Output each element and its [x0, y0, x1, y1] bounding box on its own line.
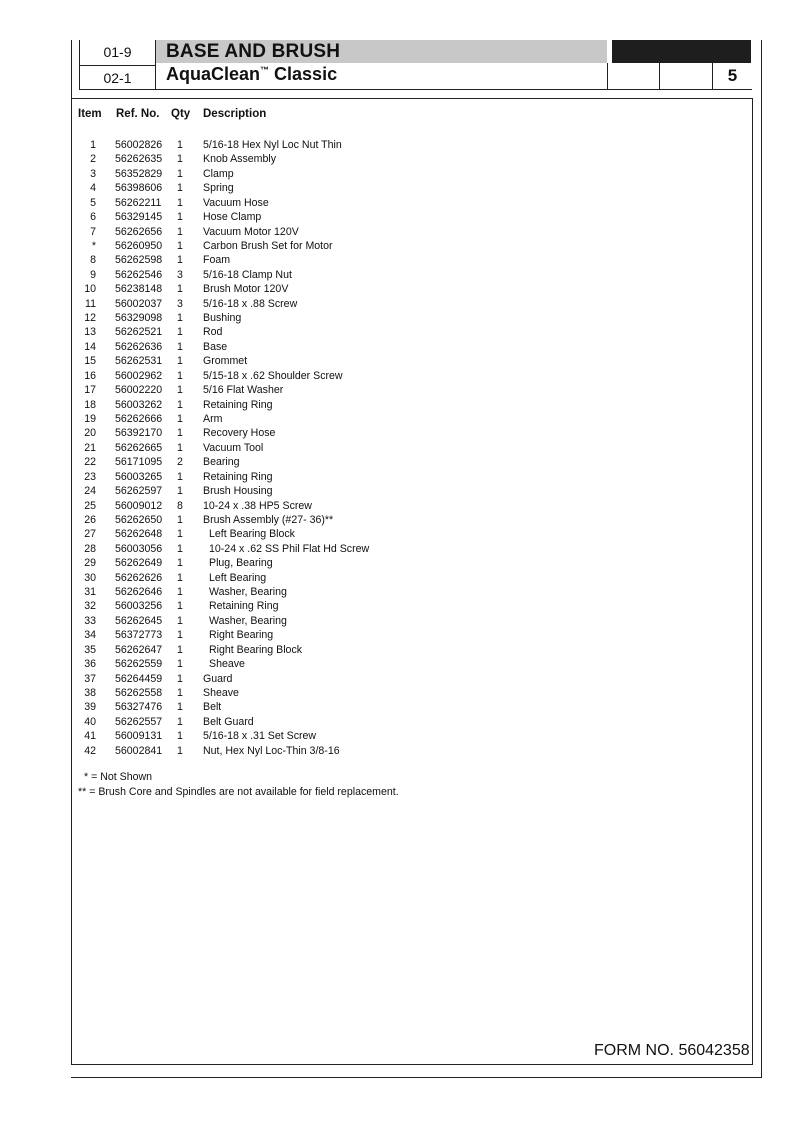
table-row	[0, 354, 793, 368]
row-qty: 1	[177, 182, 183, 195]
row-description: 5/16-18 x .88 Screw	[203, 297, 298, 310]
row-qty: 1	[177, 239, 183, 252]
col-header-ref: Ref. No.	[116, 108, 160, 120]
row-description: Retaining Ring	[209, 600, 279, 613]
table-row	[0, 657, 793, 671]
row-item: 11	[85, 297, 96, 310]
row-item: 14	[84, 340, 96, 353]
row-item: 19	[84, 412, 96, 425]
row-description: Brush Motor 120V	[203, 283, 289, 296]
row-qty: 1	[177, 355, 183, 368]
table-row	[0, 672, 793, 686]
row-ref-no: 56171095	[115, 456, 163, 469]
row-item: 21	[84, 441, 96, 454]
row-qty: 1	[177, 254, 183, 267]
row-description: 5/16-18 x .31 Set Screw	[203, 730, 317, 743]
row-description: Vacuum Hose	[203, 196, 269, 209]
row-description: 10-24 x .38 HP5 Screw	[203, 499, 312, 512]
row-ref-no: 56002037	[115, 297, 163, 310]
row-ref-no: 56262648	[115, 528, 163, 541]
row-qty: 1	[177, 528, 183, 541]
subtitle-suffix: Classic	[269, 64, 338, 84]
row-description: Sheave	[203, 686, 239, 699]
row-description: Brush Housing	[203, 485, 273, 498]
row-description: Foam	[203, 254, 231, 267]
row-item: 31	[84, 586, 96, 599]
frame-bottom-edge	[71, 1077, 762, 1078]
row-description: Rod	[203, 326, 223, 339]
row-item: 30	[84, 571, 96, 584]
row-item: 8	[90, 254, 96, 267]
row-description: Plug, Bearing	[209, 557, 273, 570]
row-description: Right Bearing Block	[209, 643, 303, 656]
row-description: Base	[203, 340, 228, 353]
table-row	[0, 181, 793, 195]
form-number: FORM NO. 56042358	[594, 1042, 750, 1059]
row-item: 12	[84, 312, 96, 325]
row-ref-no: 56262646	[115, 586, 163, 599]
row-item: 16	[84, 369, 96, 382]
row-item: 25	[84, 499, 96, 512]
row-ref-no: 56352829	[115, 167, 163, 180]
row-item: 38	[84, 686, 96, 699]
row-ref-no: 56262531	[115, 355, 163, 368]
row-ref-no: 56002841	[115, 744, 163, 757]
row-qty: 1	[177, 283, 183, 296]
row-ref-no: 56262635	[115, 153, 163, 166]
table-row	[0, 282, 793, 296]
row-qty: 1	[177, 384, 183, 397]
row-item: 22	[84, 456, 96, 469]
row-ref-no: 56002962	[115, 369, 163, 382]
row-qty: 1	[177, 326, 183, 339]
table-row	[0, 325, 793, 339]
table-row	[0, 268, 793, 282]
frame-left-tick	[71, 40, 72, 98]
row-ref-no: 56329098	[115, 312, 163, 325]
row-qty: 1	[177, 211, 183, 224]
row-ref-no: 56262626	[115, 571, 163, 584]
row-ref-no: 56262211	[115, 196, 162, 209]
row-ref-no: 56262645	[115, 614, 163, 627]
trademark-mark: ™	[260, 65, 270, 75]
row-ref-no: 56262597	[115, 485, 163, 498]
row-description: Left Bearing	[209, 571, 267, 584]
row-item: 10	[84, 283, 96, 296]
table-row	[0, 311, 793, 325]
subtitle-divider-1	[607, 63, 608, 89]
row-ref-no: 56002826	[115, 139, 163, 151]
row-qty: 1	[177, 485, 183, 498]
row-description: Spring	[203, 182, 234, 195]
page-subtitle	[166, 64, 337, 85]
row-ref-no: 56262650	[115, 513, 163, 526]
row-item: 4	[90, 182, 96, 195]
table-row	[0, 239, 793, 253]
row-item: 37	[84, 672, 96, 685]
row-item: 41	[84, 730, 96, 743]
row-qty: 1	[177, 513, 183, 526]
row-item: 27	[84, 528, 96, 541]
table-row	[0, 297, 793, 311]
table-row	[0, 599, 793, 613]
row-qty: 1	[177, 629, 183, 642]
row-qty: 1	[177, 225, 183, 238]
row-item: 33	[84, 614, 96, 627]
row-item: 1	[90, 139, 96, 151]
table-row	[0, 556, 793, 570]
row-ref-no: 56003056	[115, 542, 163, 555]
row-description: Washer, Bearing	[209, 586, 287, 599]
row-qty: 1	[177, 542, 183, 555]
table-row	[0, 340, 793, 354]
row-item: 6	[90, 211, 96, 224]
table-row	[0, 412, 793, 426]
row-qty: 1	[177, 196, 183, 209]
row-item: 18	[84, 398, 96, 411]
row-qty: 1	[177, 686, 183, 699]
row-qty: 3	[177, 297, 183, 310]
row-item: 13	[84, 326, 96, 339]
row-item: 20	[84, 427, 96, 440]
row-description: 5/16 Flat Washer	[203, 384, 284, 397]
row-qty: 8	[177, 499, 183, 512]
row-description: Retaining Ring	[203, 398, 273, 411]
row-ref-no: 56329145	[115, 211, 163, 224]
row-description: Left Bearing Block	[209, 528, 295, 541]
table-row	[0, 614, 793, 628]
table-row	[0, 225, 793, 239]
row-description: Sheave	[209, 658, 245, 671]
row-qty: 1	[177, 600, 183, 613]
row-qty: 1	[177, 167, 183, 180]
row-qty: 1	[177, 614, 183, 627]
row-qty: 1	[177, 139, 183, 151]
row-ref-no: 56238148	[115, 283, 163, 296]
row-description: Nut, Hex Nyl Loc-Thin 3/8-16	[203, 744, 340, 757]
row-item: 29	[84, 557, 96, 570]
row-ref-no: 56262647	[115, 643, 163, 656]
table-row	[0, 700, 793, 714]
row-qty: 1	[177, 586, 183, 599]
row-qty: 1	[177, 701, 183, 714]
row-qty: 1	[177, 571, 183, 584]
table-row	[0, 571, 793, 585]
row-ref-no: 56264459	[115, 672, 163, 685]
row-qty: 1	[177, 557, 183, 570]
row-item: 9	[90, 268, 96, 281]
row-ref-no: 56262636	[115, 340, 163, 353]
table-row	[0, 484, 793, 498]
table-row	[0, 253, 793, 267]
row-qty: 1	[177, 715, 183, 728]
row-qty: 1	[177, 153, 183, 166]
row-description: Washer, Bearing	[209, 614, 287, 627]
row-ref-no: 56262557	[115, 715, 163, 728]
row-ref-no: 56003265	[115, 470, 163, 483]
row-item: 26	[84, 513, 96, 526]
table-row	[0, 455, 793, 469]
section-code-box	[79, 40, 156, 90]
row-item: 40	[84, 715, 96, 728]
row-ref-no: 56262521	[115, 326, 163, 339]
row-ref-no: 56262598	[115, 254, 163, 267]
table-row	[0, 441, 793, 455]
row-item: 28	[84, 542, 96, 555]
row-qty: 1	[177, 312, 183, 325]
table-row	[0, 167, 793, 181]
table-row	[0, 686, 793, 700]
table-row	[0, 369, 793, 383]
table-row	[0, 744, 793, 758]
row-item: 17	[84, 384, 96, 397]
row-description: Belt Guard	[203, 715, 254, 728]
table-row	[0, 628, 793, 642]
row-ref-no: 56392170	[115, 427, 163, 440]
row-qty: 1	[177, 427, 183, 440]
row-qty: 1	[177, 730, 183, 743]
row-ref-no: 56262559	[115, 658, 163, 671]
row-description: Bushing	[203, 312, 242, 325]
row-ref-no: 56002220	[115, 384, 163, 397]
table-row	[0, 138, 793, 152]
row-item: 7	[90, 225, 96, 238]
row-item: 24	[84, 485, 96, 498]
row-item: 32	[84, 600, 96, 613]
row-description: Guard	[203, 672, 233, 685]
table-row	[0, 152, 793, 166]
table-row	[0, 643, 793, 657]
row-ref-no: 56398606	[115, 182, 163, 195]
row-item: 35	[84, 643, 96, 656]
row-description: Carbon Brush Set for Motor	[203, 239, 333, 252]
row-description: Brush Assembly (#27- 36)**	[203, 513, 334, 526]
row-item: 23	[84, 470, 96, 483]
row-qty: 1	[177, 658, 183, 671]
row-ref-no: 56009012	[115, 499, 163, 512]
row-description: 10-24 x .62 SS Phil Flat Hd Screw	[209, 542, 370, 555]
row-qty: 1	[177, 470, 183, 483]
row-ref-no: 56372773	[115, 629, 163, 642]
row-qty: 1	[177, 412, 183, 425]
row-ref-no: 56262558	[115, 686, 163, 699]
row-description: Clamp	[203, 167, 234, 180]
row-qty: 1	[177, 672, 183, 685]
row-ref-no: 56262666	[115, 412, 163, 425]
row-description: Bearing	[203, 456, 240, 469]
row-ref-no: 56009131	[115, 730, 163, 743]
table-row	[0, 499, 793, 513]
page-title: BASE AND BRUSH	[166, 41, 341, 62]
table-row	[0, 513, 793, 527]
row-item: 2	[90, 153, 96, 166]
row-item: 36	[84, 658, 96, 671]
row-description: Knob Assembly	[203, 153, 277, 166]
note-not-shown: * = Not Shown	[84, 771, 153, 783]
row-description: Hose Clamp	[203, 211, 262, 224]
table-row	[0, 715, 793, 729]
header-black-box	[612, 40, 751, 63]
row-qty: 1	[177, 643, 183, 656]
subtitle-product: AquaClean	[166, 64, 261, 84]
row-description: Arm	[203, 412, 223, 425]
table-row	[0, 470, 793, 484]
row-ref-no: 56003256	[115, 600, 163, 613]
row-description: Recovery Hose	[203, 427, 276, 440]
row-item: 34	[84, 629, 96, 642]
row-item: 39	[84, 701, 96, 714]
table-row	[0, 585, 793, 599]
row-description: Vacuum Tool	[203, 441, 264, 454]
section-code-bottom: 02-1	[103, 70, 132, 86]
row-qty: 1	[177, 744, 183, 757]
table-row	[0, 210, 793, 224]
row-description: Right Bearing	[209, 629, 274, 642]
row-item: 42	[84, 744, 96, 757]
row-qty: 3	[177, 268, 183, 281]
table-row	[0, 729, 793, 743]
row-ref-no: 56262649	[115, 557, 163, 570]
row-description: 5/16-18 Clamp Nut	[203, 268, 292, 281]
row-ref-no: 56262665	[115, 441, 163, 454]
row-ref-no: 56262546	[115, 268, 163, 281]
row-description: 5/16-18 Hex Nyl Loc Nut Thin	[203, 139, 342, 151]
row-qty: 1	[177, 441, 183, 454]
row-description: 5/15-18 x .62 Shoulder Screw	[203, 369, 343, 382]
row-item: 15	[84, 355, 96, 368]
row-qty: 2	[177, 456, 183, 469]
row-item: 5	[90, 196, 96, 209]
row-qty: 1	[177, 369, 183, 382]
row-ref-no: 56003262	[115, 398, 163, 411]
table-row	[0, 383, 793, 397]
section-code-top: 01-9	[80, 40, 155, 66]
table-row	[0, 542, 793, 556]
row-item: *	[91, 239, 96, 252]
row-ref-no: 56262656	[115, 225, 163, 238]
table-row	[0, 527, 793, 541]
subtitle-divider-2	[659, 63, 660, 89]
col-header-description: Description	[203, 108, 267, 120]
row-qty: 1	[177, 398, 183, 411]
row-description: Belt	[203, 701, 222, 714]
table-row	[0, 398, 793, 412]
row-item: 3	[90, 167, 96, 180]
row-description: Grommet	[203, 355, 248, 368]
col-header-item: Item	[78, 108, 102, 120]
table-row	[0, 426, 793, 440]
row-description: Retaining Ring	[203, 470, 273, 483]
row-ref-no: 56260950	[115, 239, 163, 252]
row-ref-no: 56327476	[115, 701, 163, 714]
note-brush-core: ** = Brush Core and Spindles are not available for field replacement.	[78, 786, 399, 798]
row-qty: 1	[177, 340, 183, 353]
table-row	[0, 196, 793, 210]
col-header-qty: Qty	[171, 108, 191, 120]
row-description: Vacuum Motor 120V	[203, 225, 299, 238]
page-number: 5	[727, 66, 738, 85]
